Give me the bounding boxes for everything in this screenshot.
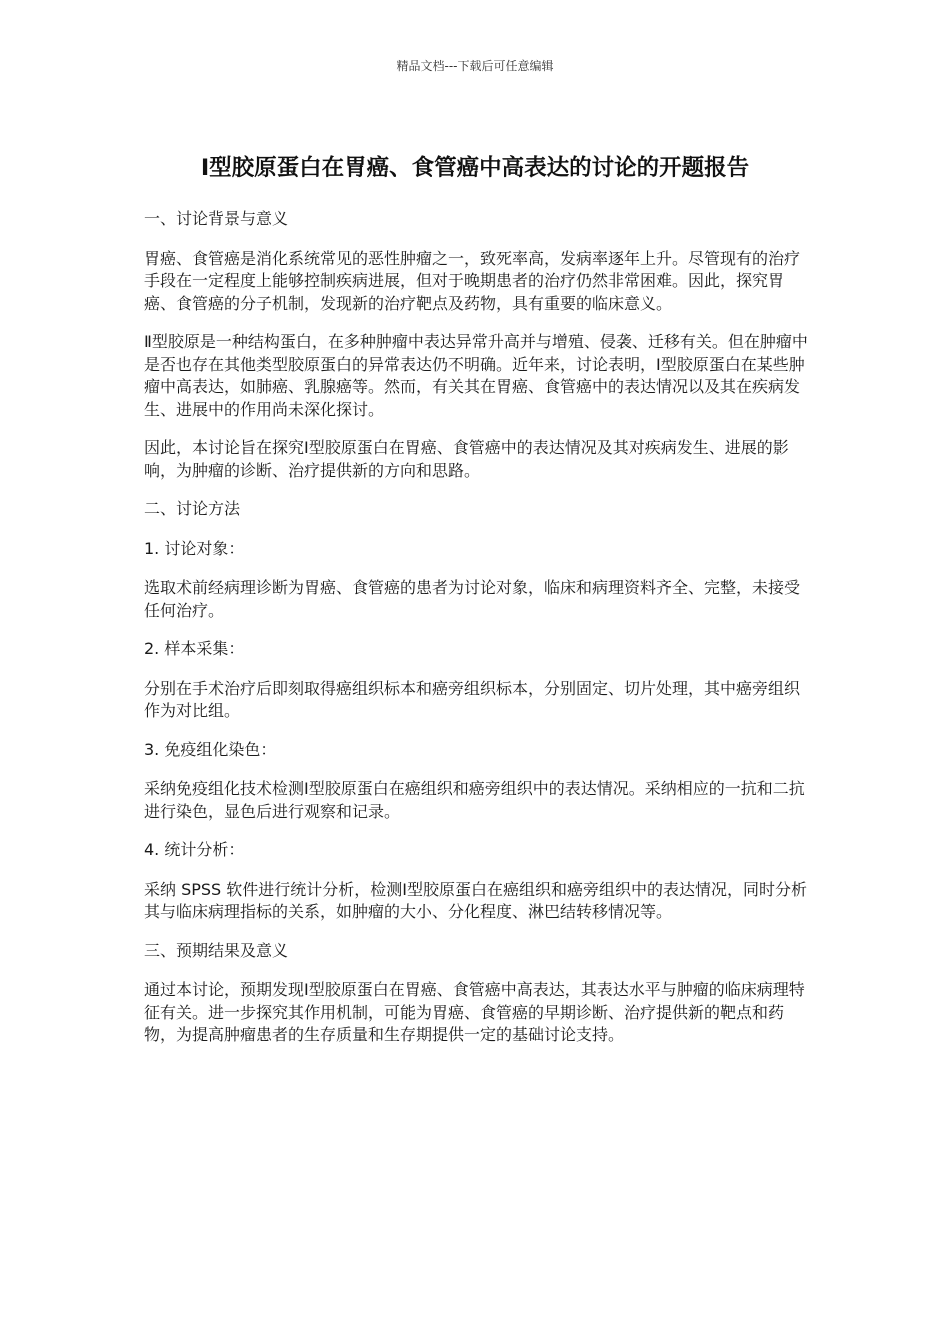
background-paragraph-3: 因此，本讨论旨在探究Ⅰ型胶原蛋白在胃癌、食管癌中的表达情况及其对疾病发生、进展的影响，为肿瘤的诊断、治疗提供新的方向和思路。	[144, 438, 789, 480]
method-item-heading-subjects: 1. 讨论对象：	[144, 538, 245, 558]
background-paragraph-2: Ⅱ型胶原是一种结构蛋白，在多种肿瘤中表达异常升高并与增殖、侵袭、迁移有关。但在肿瘤中是否也存在其他类型胶原蛋白的异常表达仍不明确。近年来，讨论表明，I型胶原蛋白在某些肿瘤中高表达，如肺癌、乳腺癌等。然而，有关其在胃癌、食管癌中的表达情况以及其在疾病发生、进展中的作用尚未深化探讨。	[144, 332, 808, 419]
background-paragraph-1: 胃癌、食管癌是消化系统常见的恶性肿瘤之一，致死率高，发病率逐年上升。尽管现有的治疗手段在一定程度上能够控制疾病进展，但对于晚期患者的治疗仍然非常困难。因此，探究胃癌、食管癌的分子机制，发现新的治疗靶点及药物，具有重要的临床意义。	[144, 248, 801, 313]
method-item-heading-statistics: 4. 统计分析：	[144, 840, 245, 859]
document-title: I型胶原蛋白在胃癌、食管癌中高表达的讨论的开题报告	[200, 155, 750, 182]
page-header-note: 精品文档---下载后可任意编辑	[396, 59, 554, 73]
section-heading-background: 一、讨论背景与意义	[144, 209, 289, 228]
section-heading-methods: 二、讨论方法	[144, 499, 241, 518]
method-item-text-statistics: 采纳 SPSS 软件进行统计分析，检测Ⅰ型胶原蛋白在癌组织和癌旁组织中的表达情况，同时分析其与临床病理指标的关系，如肿瘤的大小、分化程度、淋巴结转移情况等。	[144, 879, 808, 921]
method-item-text-sampling: 分别在手术治疗后即刻取得癌组织标本和癌旁组织标本，分别固定、切片处理，其中癌旁组织作为对比组。	[144, 678, 801, 720]
document-body	[144, 208, 808, 1063]
method-item-heading-staining: 3. 免疫组化染色：	[144, 739, 277, 759]
method-item-heading-sampling: 2. 样本采集：	[144, 639, 245, 658]
section-heading-results: 三、预期结果及意义	[144, 940, 289, 960]
results-paragraph: 通过本讨论，预期发现Ⅰ型胶原蛋白在胃癌、食管癌中高表达，其表达水平与肿瘤的临床病理特征有关。进一步探究其作用机制，可能为胃癌、食管癌的早期诊断、治疗提供新的靶点和药物，为提高肿瘤患者的生存质量和生存期提供一定的基础讨论支持。	[144, 980, 805, 1044]
method-item-text-subjects: 选取术前经病理诊断为胃癌、食管癌的患者为讨论对象，临床和病理资料齐全、完整，未接受任何治疗。	[144, 578, 801, 620]
method-item-text-staining: 采纳免疫组化技术检测Ⅰ型胶原蛋白在癌组织和癌旁组织中的表达情况。采纳相应的一抗和二抗进行染色，显色后进行观察和记录。	[144, 779, 805, 821]
